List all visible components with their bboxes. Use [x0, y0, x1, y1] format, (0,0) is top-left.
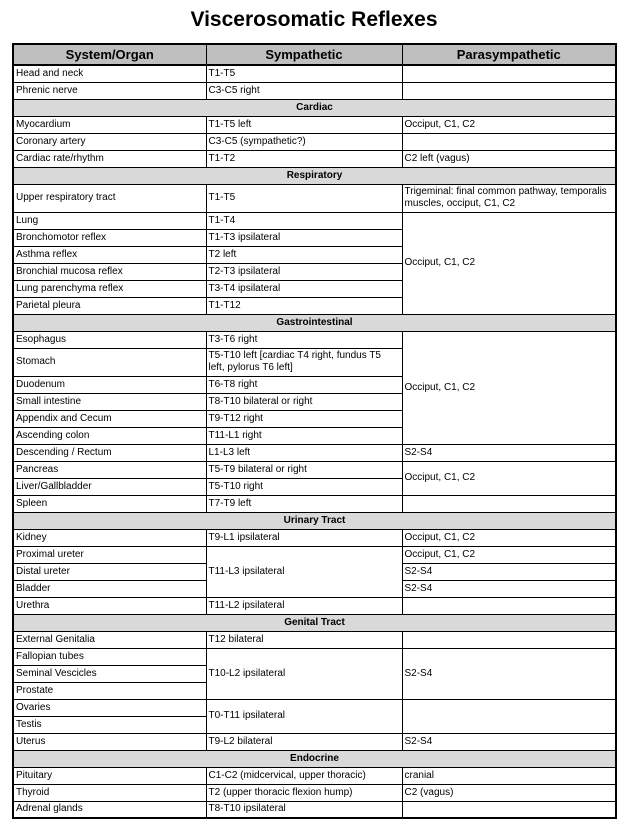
sympathetic-cell: T8-T10 ipsilateral [206, 801, 402, 818]
section-header: Urinary Tract [13, 512, 616, 529]
organ-cell: Phrenic nerve [13, 82, 206, 99]
parasympathetic-cell [402, 133, 616, 150]
sympathetic-cell: T11-L1 right [206, 427, 402, 444]
organ-cell: Spleen [13, 495, 206, 512]
parasympathetic-cell [402, 495, 616, 512]
organ-cell: Thyroid [13, 784, 206, 801]
organ-cell: Urethra [13, 597, 206, 614]
organ-cell: Lung parenchyma reflex [13, 280, 206, 297]
sympathetic-cell: T3-T6 right [206, 331, 402, 348]
table-row [13, 699, 616, 716]
table-row [13, 648, 616, 665]
organ-cell: Uterus [13, 733, 206, 750]
sympathetic-cell: T3-T4 ipsilateral [206, 280, 402, 297]
section-header: Genital Tract [13, 614, 616, 631]
table-row [13, 82, 616, 99]
organ-cell: Cardiac rate/rhythm [13, 150, 206, 167]
organ-cell: Fallopian tubes [13, 648, 206, 665]
parasympathetic-cell [402, 82, 616, 99]
organ-cell: Lung [13, 212, 206, 229]
table-row [13, 733, 616, 750]
section-row [13, 512, 616, 529]
sympathetic-cell: T5-T10 left [cardiac T4 right, fundus T5 left, pylorus T6 left] [206, 348, 402, 376]
header-sympathetic: Sympathetic [206, 44, 402, 65]
section-row [13, 314, 616, 331]
table-row [13, 184, 616, 212]
section-header: Gastrointestinal [13, 314, 616, 331]
table-row [13, 546, 616, 563]
section-header: Endocrine [13, 750, 616, 767]
section-row [13, 614, 616, 631]
sympathetic-cell: T1-T12 [206, 297, 402, 314]
organ-cell: Ovaries [13, 699, 206, 716]
parasympathetic-cell [402, 65, 616, 82]
sympathetic-cell: T2-T3 ipsilateral [206, 263, 402, 280]
table-row [13, 212, 616, 229]
section-row [13, 99, 616, 116]
sympathetic-cell: T2 (upper thoracic flexion hump) [206, 784, 402, 801]
organ-cell: Kidney [13, 529, 206, 546]
organ-cell: Upper respiratory tract [13, 184, 206, 212]
parasympathetic-cell [402, 597, 616, 614]
organ-cell: Distal ureter [13, 563, 206, 580]
organ-cell: Pancreas [13, 461, 206, 478]
header-organ: System/Organ [13, 44, 206, 65]
sympathetic-cell: T5-T9 bilateral or right [206, 461, 402, 478]
sympathetic-cell: T9-L2 bilateral [206, 733, 402, 750]
parasympathetic-cell: Occiput, C1, C2 [402, 546, 616, 563]
sympathetic-cell: T0-T11 ipsilateral [206, 699, 402, 733]
table-row [13, 767, 616, 784]
parasympathetic-cell: S2-S4 [402, 733, 616, 750]
organ-cell: Parietal pleura [13, 297, 206, 314]
organ-cell: Myocardium [13, 116, 206, 133]
sympathetic-cell: T12 bilateral [206, 631, 402, 648]
parasympathetic-cell [402, 631, 616, 648]
table-row [13, 116, 616, 133]
parasympathetic-cell: C2 left (vagus) [402, 150, 616, 167]
organ-cell: Testis [13, 716, 206, 733]
parasympathetic-cell: C2 (vagus) [402, 784, 616, 801]
parasympathetic-cell: S2-S4 [402, 563, 616, 580]
organ-cell: External Genitalia [13, 631, 206, 648]
organ-cell: Ascending colon [13, 427, 206, 444]
table-row [13, 331, 616, 348]
table-row [13, 65, 616, 82]
sympathetic-cell: T11-L2 ipsilateral [206, 597, 402, 614]
organ-cell: Coronary artery [13, 133, 206, 150]
sympathetic-cell: T11-L3 ipsilateral [206, 546, 402, 597]
page-title: Viscerosomatic Reflexes [190, 8, 438, 31]
organ-cell: Bronchomotor reflex [13, 229, 206, 246]
sympathetic-cell: C1-C2 (midcervical, upper thoracic) [206, 767, 402, 784]
sympathetic-cell: T9-T12 right [206, 410, 402, 427]
sympathetic-cell: T9-L1 ipsilateral [206, 529, 402, 546]
sympathetic-cell: C3-C5 (sympathetic?) [206, 133, 402, 150]
parasympathetic-cell [402, 801, 616, 818]
sympathetic-cell: T1-T3 ipsilateral [206, 229, 402, 246]
sympathetic-cell: T6-T8 right [206, 376, 402, 393]
organ-cell: Head and neck [13, 65, 206, 82]
sympathetic-cell: T5-T10 right [206, 478, 402, 495]
section-row [13, 167, 616, 184]
table-row [13, 444, 616, 461]
sympathetic-cell: C3-C5 right [206, 82, 402, 99]
parasympathetic-cell [402, 699, 616, 733]
table-row [13, 495, 616, 512]
table-row [13, 784, 616, 801]
table-row [13, 801, 616, 818]
parasympathetic-cell: cranial [402, 767, 616, 784]
organ-cell: Adrenal glands [13, 801, 206, 818]
organ-cell: Esophagus [13, 331, 206, 348]
reflex-table [12, 43, 617, 819]
sympathetic-cell: T1-T5 [206, 65, 402, 82]
section-row [13, 750, 616, 767]
organ-cell: Asthma reflex [13, 246, 206, 263]
sympathetic-cell: T10-L2 ipsilateral [206, 648, 402, 699]
table-row [13, 529, 616, 546]
organ-cell: Bronchial mucosa reflex [13, 263, 206, 280]
organ-cell: Stomach [13, 348, 206, 376]
organ-cell: Proximal ureter [13, 546, 206, 563]
parasympathetic-cell: Occiput, C1, C2 [402, 461, 616, 495]
parasympathetic-cell: Occiput, C1, C2 [402, 529, 616, 546]
parasympathetic-cell: Trigeminal: final common pathway, temporalis muscles, occiput, C1, C2 [402, 184, 616, 212]
organ-cell: Appendix and Cecum [13, 410, 206, 427]
sympathetic-cell: T1-T5 [206, 184, 402, 212]
table-row [13, 150, 616, 167]
table-row [13, 133, 616, 150]
organ-cell: Duodenum [13, 376, 206, 393]
section-header: Respiratory [13, 167, 616, 184]
organ-cell: Descending / Rectum [13, 444, 206, 461]
organ-cell: Small intestine [13, 393, 206, 410]
header-row [13, 44, 616, 65]
sympathetic-cell: T2 left [206, 246, 402, 263]
header-parasympathetic: Parasympathetic [402, 44, 616, 65]
parasympathetic-cell: Occiput, C1, C2 [402, 331, 616, 444]
parasympathetic-cell: Occiput, C1, C2 [402, 212, 616, 314]
parasympathetic-cell: S2-S4 [402, 580, 616, 597]
section-header: Cardiac [13, 99, 616, 116]
sympathetic-cell: T1-T5 left [206, 116, 402, 133]
sympathetic-cell: T1-T4 [206, 212, 402, 229]
parasympathetic-cell: Occiput, C1, C2 [402, 116, 616, 133]
organ-cell: Prostate [13, 682, 206, 699]
parasympathetic-cell: S2-S4 [402, 444, 616, 461]
organ-cell: Seminal Vescicles [13, 665, 206, 682]
sympathetic-cell: T8-T10 bilateral or right [206, 393, 402, 410]
sympathetic-cell: L1-L3 left [206, 444, 402, 461]
table-row [13, 597, 616, 614]
organ-cell: Pituitary [13, 767, 206, 784]
sympathetic-cell: T7-T9 left [206, 495, 402, 512]
sympathetic-cell: T1-T2 [206, 150, 402, 167]
table-row [13, 631, 616, 648]
organ-cell: Liver/Gallbladder [13, 478, 206, 495]
parasympathetic-cell: S2-S4 [402, 648, 616, 699]
table-row [13, 461, 616, 478]
organ-cell: Bladder [13, 580, 206, 597]
